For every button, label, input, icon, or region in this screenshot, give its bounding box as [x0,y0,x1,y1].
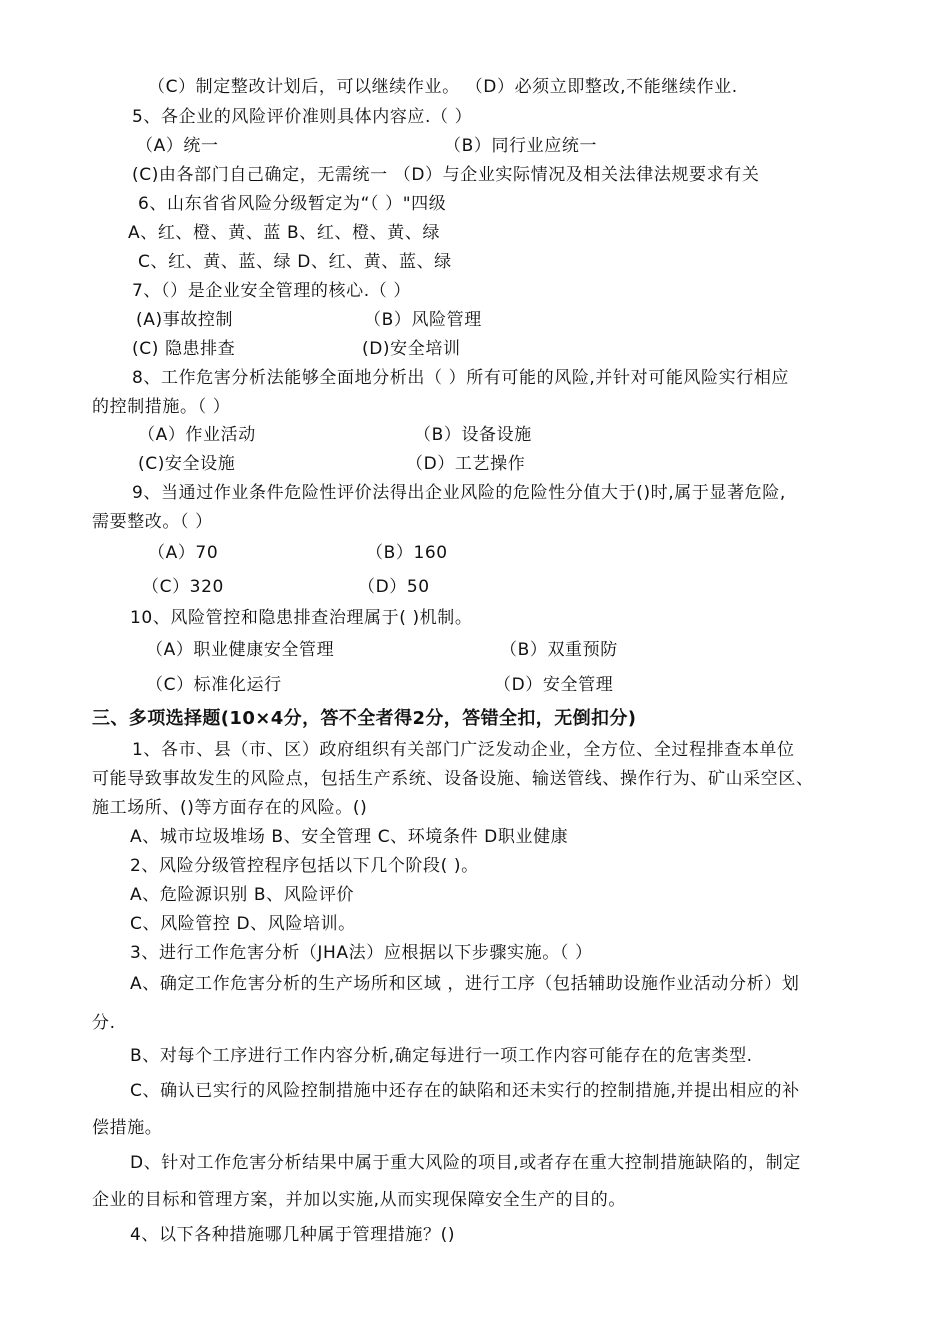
q9-option-b: （B）160 [366,543,448,563]
q9-option-d: （D）50 [358,577,430,597]
mq3-option-c-line1: C、确认已实行的风险控制措施中还存在的缺陷和还未实行的控制措施,并提出相应的补 [130,1081,800,1101]
q9-option-a: （A）70 [148,543,219,563]
mq1-options: A、城市垃圾堆场 B、安全管理 C、环境条件 D职业健康 [130,827,569,847]
q7-option-d: (D)安全培训 [362,339,461,359]
q10-option-c: （C）标准化运行 [146,675,282,695]
q4-options-cd: （C）制定整改计划后，可以继续作业。 （D）必须立即整改,不能继续作业. [148,77,738,97]
q10-option-a: （A）职业健康安全管理 [146,640,335,660]
mq1-stem-line2: 可能导致事故发生的风险点，包括生产系统、设备设施、输送管线、操作行为、矿山采空区、 [92,769,814,789]
mq3-option-d-line2: 企业的目标和管理方案，并加以实施,从而实现保障安全生产的目的。 [92,1190,627,1210]
mq3-option-c-line2: 偿措施。 [92,1118,163,1138]
q6-options-cd: C、红、黄、蓝、绿 D、红、黄、蓝、绿 [138,252,452,272]
q5-stem: 5、各企业的风险评价准则具体内容应.（ ） [132,107,473,127]
mq3-option-d-line1: D、针对工作危害分析结果中属于重大风险的项目,或者存在重大控制措施缺陷的，制定 [130,1153,801,1173]
q8-option-d: （D）工艺操作 [406,454,526,474]
mq1-stem-line3: 施工场所、()等方面存在的风险。() [92,798,368,818]
mq1-stem-line1: 1、各市、县（市、区）政府组织有关部门广泛发动企业，全方位、全过程排查本单位 [132,740,795,760]
q8-option-b: （B）设备设施 [414,425,532,445]
q7-stem: 7、（）是企业安全管理的核心.（ ） [132,281,411,301]
section-heading-multiple-choice: 三、多项选择题(10×4分，答不全者得2分，答错全扣，无倒扣分) [92,708,637,729]
mq3-option-b: B、对每个工序进行工作内容分析,确定每进行一项工作内容可能存在的危害类型. [130,1046,753,1066]
q6-options-ab: A、红、橙、黄、蓝 B、红、橙、黄、绿 [128,223,441,243]
q9-option-c: （C）320 [142,577,224,597]
mq3-option-a-line2: 分. [92,1013,116,1033]
mq2-options-ab: A、危险源识别 B、风险评价 [130,885,355,905]
mq2-stem: 2、风险分级管控程序包括以下几个阶段( )。 [130,856,479,876]
q5-options-cd: (C)由各部门自己确定，无需统一 （D）与企业实际情况及相关法律法规要求有关 [132,165,760,185]
q7-option-c: (C) 隐患排查 [132,339,236,359]
q8-stem-line1: 8、工作危害分析法能够全面地分析出（ ）所有可能的风险,并针对可能风险实行相应 [132,368,790,388]
q9-stem-line2: 需要整改。（ ） [92,512,213,532]
q10-option-d: （D）安全管理 [494,675,614,695]
q10-option-b: （B）双重预防 [500,640,618,660]
q8-option-a: （A）作业活动 [138,425,256,445]
mq3-option-a-line1: A、确定工作危害分析的生产场所和区域 ，进行工序（包括辅助设施作业活动分析）划 [130,974,800,994]
q9-stem-line1: 9、当通过作业条件危险性评价法得出企业风险的危险性分值大于()时,属于显著危险, [132,483,786,503]
q8-stem-line2: 的控制措施。（ ） [92,397,231,417]
mq2-options-cd: C、风险管控 D、风险培训。 [130,914,356,934]
q7-option-b: （B）风险管理 [364,310,482,330]
q10-stem: 10、风险管控和隐患排查治理属于( )机制。 [130,608,473,628]
mq3-stem: 3、进行工作危害分析（JHA法）应根据以下步骤实施。（ ） [130,943,593,963]
q8-option-c: (C)安全设施 [138,454,236,474]
q7-option-a: (A)事故控制 [136,310,234,330]
q6-stem: 6、山东省省风险分级暂定为“（ ）"四级 [138,194,447,214]
q5-option-b: （B）同行业应统一 [444,136,598,156]
q5-option-a: （A）统一 [136,136,219,156]
mq4-stem: 4、以下各种措施哪几种属于管理措施？() [130,1225,456,1245]
